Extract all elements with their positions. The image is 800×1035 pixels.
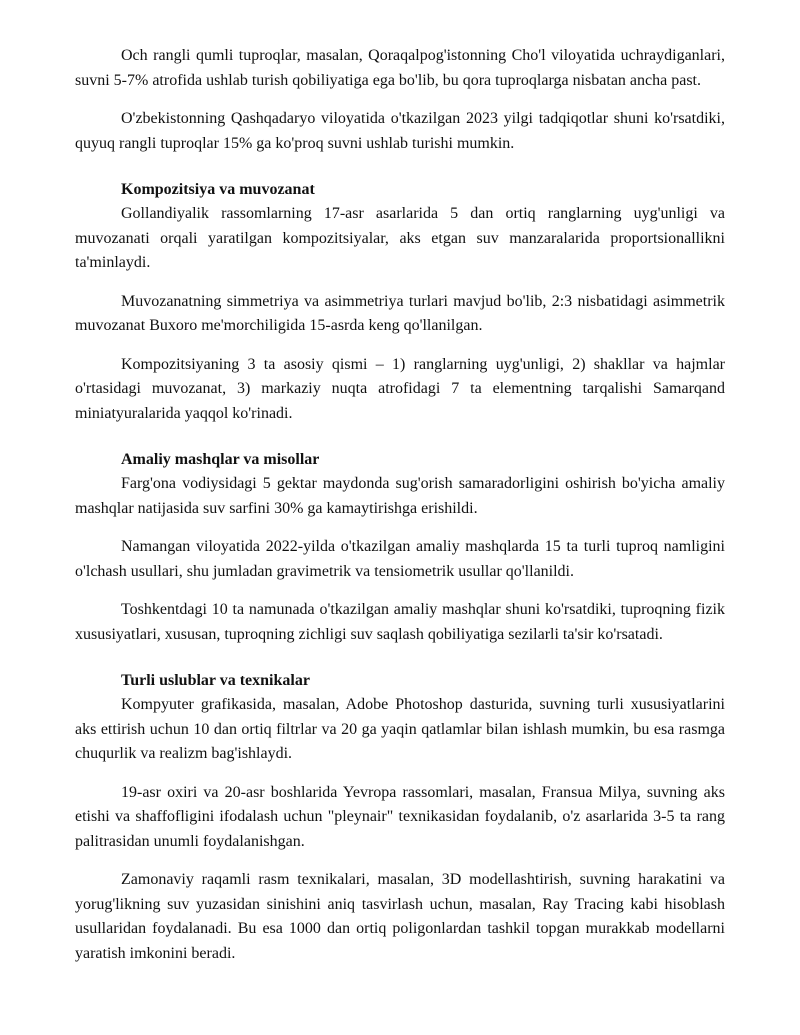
section-heading-composition: Kompozitsiya va muvozanat bbox=[121, 181, 315, 198]
paragraph-techniques-1: Kompyuter grafikasida, masalan, Adobe Photoshop dasturida, suvning turli xususiyatlarini aks ettirish uchun 10 dan ortiq filtrlar va 20 ga yaqin qatlamlar bilan ishlash mumkin, bu esa rasmga chuqurlik va realizm bag'ishlaydi. bbox=[75, 696, 725, 762]
paragraph-practice-3: Toshkentdagi 10 ta namunada o'tkazilgan amaliy mashqlar shuni ko'rsatdiki, tuproqning fizik xususiyatlari, xususan, tuproqning zichligi suv saqlash qobiliyatiga sezilarli ta'sir ko'rsatadi. bbox=[75, 601, 725, 643]
paragraph-techniques-2: 19-asr oxiri va 20-asr boshlarida Yevropa rassomlari, masalan, Fransua Milya, suvning aks etishi va shaffofligini ifodalash uchun "pleynair" texnikasidan foydalanib, o'z asarlarida 3-5 ta rang palitrasidan unumli foydalanishgan. bbox=[75, 783, 725, 850]
paragraph-practice-1: Farg'ona vodiysidagi 5 gektar maydonda sug'orish samaradorligini oshirish bo'yicha amaliy mashqlar natijasida suv sarfini 30% ga kamaytirishga erishildi. bbox=[75, 475, 725, 517]
paragraph-composition-1: Gollandiyalik rassomlarning 17-asr asarlarida 5 dan ortiq ranglarning uyg'unligi va muvozanati orqali yaratilgan kompozitsiyalar, aks etgan suv manzaralarida proportsionallikni ta'minlaydi. bbox=[75, 205, 725, 271]
paragraph-composition-3: Kompozitsiyaning 3 ta asosiy qismi – 1) ranglarning uyg'unligi, 2) shakllar va hajmlar o'rtasidagi muvozanat, 3) markaziy nuqta atrofidagi 7 ta elementning tarqalishi Samarqand miniatyuralarida yaqqol ko'rinadi. bbox=[75, 355, 725, 422]
paragraph-intro-1: Och rangli qumli tuproqlar, masalan, Qoraqalpog'istonning Cho'l viloyatida uchraydiganlari, suvni 5-7% atrofida ushlab turish qobiliyatiga ega bo'lib, bu qora tuproqlarga nisbatan ancha past. bbox=[75, 47, 725, 89]
paragraph-composition-2: Muvozanatning simmetriya va asimmetriya turlari mavjud bo'lib, 2:3 nisbatidagi asimmetrik muvozanat Buxoro me'morchiligida 15-asrda keng qo'llanilgan. bbox=[75, 292, 725, 334]
section-heading-techniques: Turli uslublar va texnikalar bbox=[121, 672, 310, 689]
paragraph-practice-2: Namangan viloyatida 2022-yilda o'tkazilgan amaliy mashqlarda 15 ta turli tuproq namligini o'lchash usullari, shu jumladan gravimetrik va tensiometrik usullar qo'llanildi. bbox=[75, 538, 725, 580]
paragraph-intro-2: O'zbekistonning Qashqadaryo viloyatida o'tkazilgan 2023 yilgi tadqiqotlar shuni ko'rsatdiki, quyuq rangli tuproqlar 15% ga ko'proq suvni ushlab turishi mumkin. bbox=[75, 110, 725, 152]
document-page bbox=[75, 44, 725, 966]
section-heading-practice: Amaliy mashqlar va misollar bbox=[121, 451, 320, 468]
paragraph-techniques-3: Zamonaviy raqamli rasm texnikalari, masalan, 3D modellashtirish, suvning harakatini va yorug'likning suv yuzasidan sinishini aniq tasvirlash uchun, masalan, Ray Tracing kabi hisoblash usullaridan foydalanadi. Bu esa 1000 dan ortiq poligonlardan tashkil topgan murakkab modellarni yaratish imkonini beradi. bbox=[75, 871, 725, 962]
